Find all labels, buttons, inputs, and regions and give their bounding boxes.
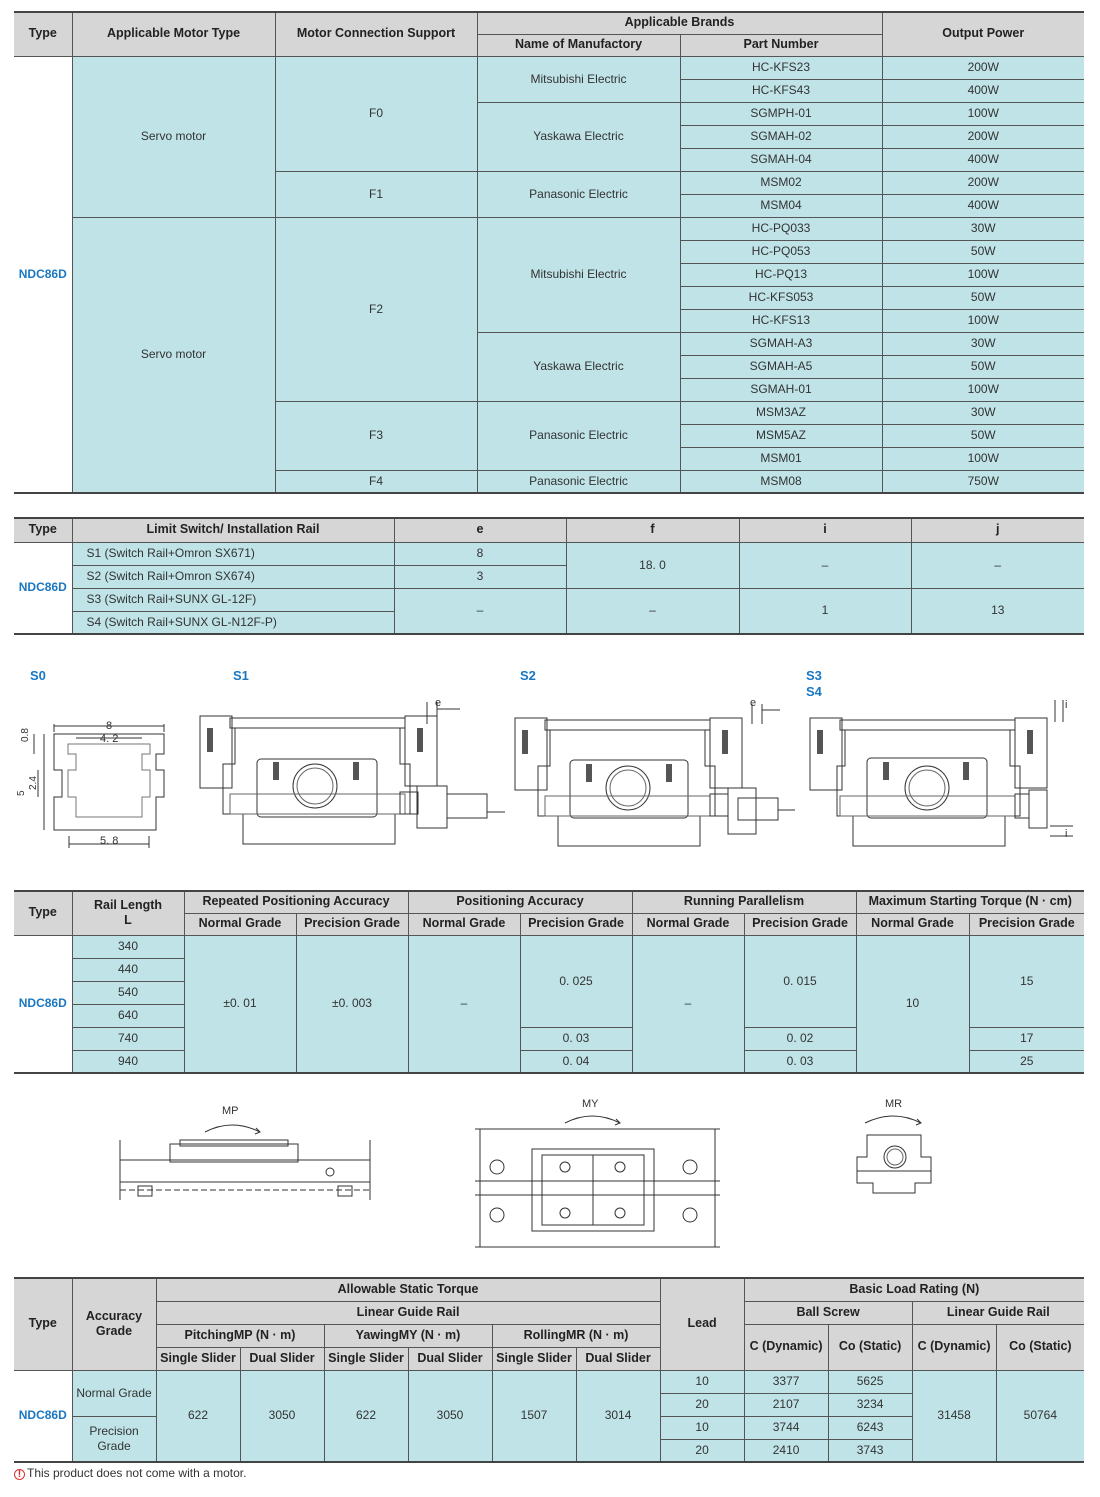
part-cell: MSM5AZ xyxy=(680,424,882,447)
hdr-motor-type: Applicable Motor Type xyxy=(72,12,275,56)
hdr-brands: Applicable Brands xyxy=(477,12,882,34)
rpa-normal-cell: ±0. 01 xyxy=(184,935,296,1073)
power-cell: 200W xyxy=(882,56,1084,79)
dim-8: 8 xyxy=(106,720,113,732)
part-cell: HC-KFS053 xyxy=(680,286,882,309)
power-cell: 50W xyxy=(882,424,1084,447)
hdr-normal: Normal Grade xyxy=(632,913,744,935)
hdr-type: Type xyxy=(14,1278,72,1370)
hdr-rail-text: Rail Length xyxy=(93,897,163,912)
part-cell: HC-PQ033 xyxy=(680,217,882,240)
j-cell: – xyxy=(911,542,1084,588)
co-stat-cell: 3743 xyxy=(828,1439,912,1462)
power-cell: 750W xyxy=(882,470,1084,493)
hdr-c-dynamic: C (Dynamic) xyxy=(744,1324,828,1370)
motor-type-cell: Servo motor xyxy=(72,217,275,493)
part-cell: MSM01 xyxy=(680,447,882,470)
hdr-single: Single Slider xyxy=(492,1347,576,1370)
pa-precision-cell: 0. 04 xyxy=(520,1050,632,1073)
type-cell: NDC86D xyxy=(14,1370,72,1462)
mr-label: MR xyxy=(885,1098,903,1110)
part-cell: SGMPH-01 xyxy=(680,102,882,125)
hdr-precision: Precision Grade xyxy=(296,913,408,935)
hdr-i: i xyxy=(739,518,911,542)
power-cell: 50W xyxy=(882,286,1084,309)
part-cell: HC-PQ13 xyxy=(680,263,882,286)
hdr-type: Type xyxy=(14,891,72,935)
hdr-rail-length xyxy=(72,891,184,935)
conn-cell: F4 xyxy=(275,470,477,493)
hdr-power: Output Power xyxy=(882,12,1084,56)
rail-length-cell: 740 xyxy=(72,1027,184,1050)
hdr-normal: Normal Grade xyxy=(856,913,969,935)
hdr-ball-screw: Ball Screw xyxy=(744,1301,912,1324)
hdr-lgr: Linear Guide Rail xyxy=(156,1301,660,1324)
part-cell: HC-KFS23 xyxy=(680,56,882,79)
lead-cell: 20 xyxy=(660,1439,744,1462)
hdr-lead: Lead xyxy=(660,1278,744,1370)
yaw-dual: 3050 xyxy=(408,1370,492,1462)
dim-i: i xyxy=(1065,699,1068,711)
rail-length-cell: 540 xyxy=(72,981,184,1004)
power-cell: 100W xyxy=(882,309,1084,332)
grade-normal: Normal Grade xyxy=(72,1370,156,1416)
dim-e: e xyxy=(435,697,442,709)
s1-label: S1 xyxy=(233,668,249,683)
part-cell: MSM02 xyxy=(680,171,882,194)
hdr-dual: Dual Slider xyxy=(408,1347,492,1370)
pitch-dual: 3050 xyxy=(240,1370,324,1462)
hdr-f: f xyxy=(566,518,739,542)
lead-cell: 10 xyxy=(660,1416,744,1439)
hdr-e: e xyxy=(394,518,566,542)
footnote xyxy=(14,1466,246,1480)
lgr-co-cell: 50764 xyxy=(996,1370,1084,1462)
hdr-rail-l: L xyxy=(124,913,132,928)
hdr-single: Single Slider xyxy=(324,1347,408,1370)
part-cell: HC-PQ053 xyxy=(680,240,882,263)
hdr-yawing: YawingMY (N · m) xyxy=(324,1324,492,1347)
rail-option: S3 (Switch Rail+SUNX GL-12F) xyxy=(72,588,394,611)
maker-cell: Mitsubishi Electric xyxy=(477,217,680,332)
hdr-pa: Positioning Accuracy xyxy=(408,891,632,913)
hdr-type: Type xyxy=(14,518,72,542)
maker-cell: Panasonic Electric xyxy=(477,171,680,217)
hdr-precision: Precision Grade xyxy=(744,913,856,935)
mst-precision-cell: 15 xyxy=(969,935,1084,1027)
rail-length-cell: 340 xyxy=(72,935,184,958)
power-cell: 100W xyxy=(882,447,1084,470)
hdr-type: Type xyxy=(14,12,72,56)
type-cell: NDC86D xyxy=(14,542,72,634)
power-cell: 30W xyxy=(882,332,1084,355)
rp-normal-cell: – xyxy=(632,935,744,1073)
footnote-text: This product does not come with a motor. xyxy=(27,1466,247,1480)
hdr-rp: Running Parallelism xyxy=(632,891,856,913)
co-stat-cell: 5625 xyxy=(828,1370,912,1393)
rail-length-cell: 640 xyxy=(72,1004,184,1027)
i-cell: 1 xyxy=(739,588,911,634)
hdr-normal: Normal Grade xyxy=(408,913,520,935)
lead-cell: 10 xyxy=(660,1370,744,1393)
hdr-precision: Precision Grade xyxy=(520,913,632,935)
maker-cell: Yaskawa Electric xyxy=(477,332,680,401)
roll-dual: 3014 xyxy=(576,1370,660,1462)
maker-cell: Mitsubishi Electric xyxy=(477,56,680,102)
power-cell: 30W xyxy=(882,217,1084,240)
power-cell: 400W xyxy=(882,194,1084,217)
maker-cell: Panasonic Electric xyxy=(477,470,680,493)
part-cell: SGMAH-A5 xyxy=(680,355,882,378)
warning-icon: ! xyxy=(14,1469,25,1480)
c-dyn-cell: 2410 xyxy=(744,1439,828,1462)
pa-normal-cell: – xyxy=(408,935,520,1073)
mp-pitching-drawing xyxy=(110,1100,380,1210)
rp-precision-cell: 0. 03 xyxy=(744,1050,856,1073)
mst-precision-cell: 17 xyxy=(969,1027,1084,1050)
conn-cell: F0 xyxy=(275,56,477,171)
pitch-single: 622 xyxy=(156,1370,240,1462)
s3-label: S3 xyxy=(806,668,822,683)
hdr-c-dynamic: C (Dynamic) xyxy=(912,1324,996,1370)
power-cell: 30W xyxy=(882,401,1084,424)
lead-cell: 20 xyxy=(660,1393,744,1416)
dim-5-8: 5. 8 xyxy=(100,835,119,847)
mp-label: MP xyxy=(222,1105,239,1117)
hdr-rpa: Repeated Positioning Accuracy xyxy=(184,891,408,913)
co-stat-cell: 3234 xyxy=(828,1393,912,1416)
hdr-mst: Maximum Starting Torque (N · cm) xyxy=(856,891,1084,913)
part-cell: SGMAH-04 xyxy=(680,148,882,171)
s0-label: S0 xyxy=(30,668,46,683)
dim-2-4: 2.4 xyxy=(28,776,39,790)
part-cell: SGMAH-01 xyxy=(680,378,882,401)
e-cell: 8 xyxy=(394,542,566,565)
hdr-blr: Basic Load Rating (N) xyxy=(744,1278,1084,1301)
rail-length-cell: 440 xyxy=(72,958,184,981)
f-cell: – xyxy=(566,588,739,634)
co-stat-cell: 6243 xyxy=(828,1416,912,1439)
power-cell: 50W xyxy=(882,355,1084,378)
rail-length-cell: 940 xyxy=(72,1050,184,1073)
hdr-connection: Motor Connection Support xyxy=(275,12,477,56)
lgr-c-cell: 31458 xyxy=(912,1370,996,1462)
hdr-pitching: PitchingMP (N · m) xyxy=(156,1324,324,1347)
part-cell: HC-KFS43 xyxy=(680,79,882,102)
hdr-rolling: RollingMR (N · m) xyxy=(492,1324,660,1347)
c-dyn-cell: 3744 xyxy=(744,1416,828,1439)
dim-i: i xyxy=(1065,828,1068,840)
part-cell: MSM04 xyxy=(680,194,882,217)
mr-rolling-drawing xyxy=(845,1095,945,1205)
conn-cell: F1 xyxy=(275,171,477,217)
power-cell: 50W xyxy=(882,240,1084,263)
part-cell: MSM08 xyxy=(680,470,882,493)
type-cell: NDC86D xyxy=(14,56,72,493)
motor-type-cell: Servo motor xyxy=(72,56,275,217)
dim-4-2: 4. 2 xyxy=(100,733,119,745)
rail-option: S2 (Switch Rail+Omron SX674) xyxy=(72,565,394,588)
hdr-dual: Dual Slider xyxy=(240,1347,324,1370)
power-cell: 100W xyxy=(882,263,1084,286)
rpa-precision-cell: ±0. 003 xyxy=(296,935,408,1073)
maker-cell: Yaskawa Electric xyxy=(477,102,680,171)
s2-section-drawing xyxy=(510,694,805,856)
s4-label: S4 xyxy=(806,684,822,699)
i-cell: – xyxy=(739,542,911,588)
s0-rail-section-drawing xyxy=(14,712,184,857)
power-cell: 100W xyxy=(882,378,1084,401)
dim-5: 5 xyxy=(16,790,27,796)
f-cell: 18. 0 xyxy=(566,542,739,588)
c-dyn-cell: 3377 xyxy=(744,1370,828,1393)
hdr-manufactory: Name of Manufactory xyxy=(477,34,680,56)
conn-cell: F2 xyxy=(275,217,477,401)
grade-precision: Precision Grade xyxy=(72,1416,156,1462)
rail-option: S1 (Switch Rail+Omron SX671) xyxy=(72,542,394,565)
j-cell: 13 xyxy=(911,588,1084,634)
hdr-co-static: Co (Static) xyxy=(996,1324,1084,1370)
s2-label: S2 xyxy=(520,668,536,683)
e-cell: 3 xyxy=(394,565,566,588)
hdr-rail: Limit Switch/ Installation Rail xyxy=(72,518,394,542)
hdr-accuracy: Accuracy Grade xyxy=(72,1278,156,1370)
hdr-part: Part Number xyxy=(680,34,882,56)
part-cell: HC-KFS13 xyxy=(680,309,882,332)
roll-single: 1507 xyxy=(492,1370,576,1462)
rail-option: S4 (Switch Rail+SUNX GL-N12F-P) xyxy=(72,611,394,634)
hdr-j: j xyxy=(911,518,1084,542)
conn-cell: F3 xyxy=(275,401,477,470)
dim-0-8: 0.8 xyxy=(20,728,31,742)
pa-precision-cell: 0. 025 xyxy=(520,935,632,1027)
dim-e: e xyxy=(750,697,757,709)
power-cell: 400W xyxy=(882,79,1084,102)
limit-switch-table xyxy=(14,517,1084,635)
part-cell: SGMAH-A3 xyxy=(680,332,882,355)
load-rating-table xyxy=(14,1277,1084,1463)
s3-s4-section-drawing xyxy=(805,694,1095,856)
hdr-single: Single Slider xyxy=(156,1347,240,1370)
type-cell: NDC86D xyxy=(14,935,72,1073)
e-cell: – xyxy=(394,588,566,634)
yaw-single: 622 xyxy=(324,1370,408,1462)
rp-precision-cell: 0. 015 xyxy=(744,935,856,1027)
c-dyn-cell: 2107 xyxy=(744,1393,828,1416)
mst-normal-cell: 10 xyxy=(856,935,969,1073)
power-cell: 200W xyxy=(882,171,1084,194)
part-cell: MSM3AZ xyxy=(680,401,882,424)
hdr-dual: Dual Slider xyxy=(576,1347,660,1370)
accuracy-table xyxy=(14,890,1084,1074)
my-yawing-drawing xyxy=(470,1095,725,1255)
maker-cell: Panasonic Electric xyxy=(477,401,680,470)
s1-section-drawing xyxy=(195,694,510,856)
pa-precision-cell: 0. 03 xyxy=(520,1027,632,1050)
hdr-lgr2: Linear Guide Rail xyxy=(912,1301,1084,1324)
hdr-normal: Normal Grade xyxy=(184,913,296,935)
my-label: MY xyxy=(582,1098,599,1110)
hdr-co-static: Co (Static) xyxy=(828,1324,912,1370)
motor-compat-table xyxy=(14,11,1084,494)
power-cell: 200W xyxy=(882,125,1084,148)
mst-precision-cell: 25 xyxy=(969,1050,1084,1073)
hdr-ast: Allowable Static Torque xyxy=(156,1278,660,1301)
power-cell: 100W xyxy=(882,102,1084,125)
power-cell: 400W xyxy=(882,148,1084,171)
rp-precision-cell: 0. 02 xyxy=(744,1027,856,1050)
hdr-precision: Precision Grade xyxy=(969,913,1084,935)
part-cell: SGMAH-02 xyxy=(680,125,882,148)
